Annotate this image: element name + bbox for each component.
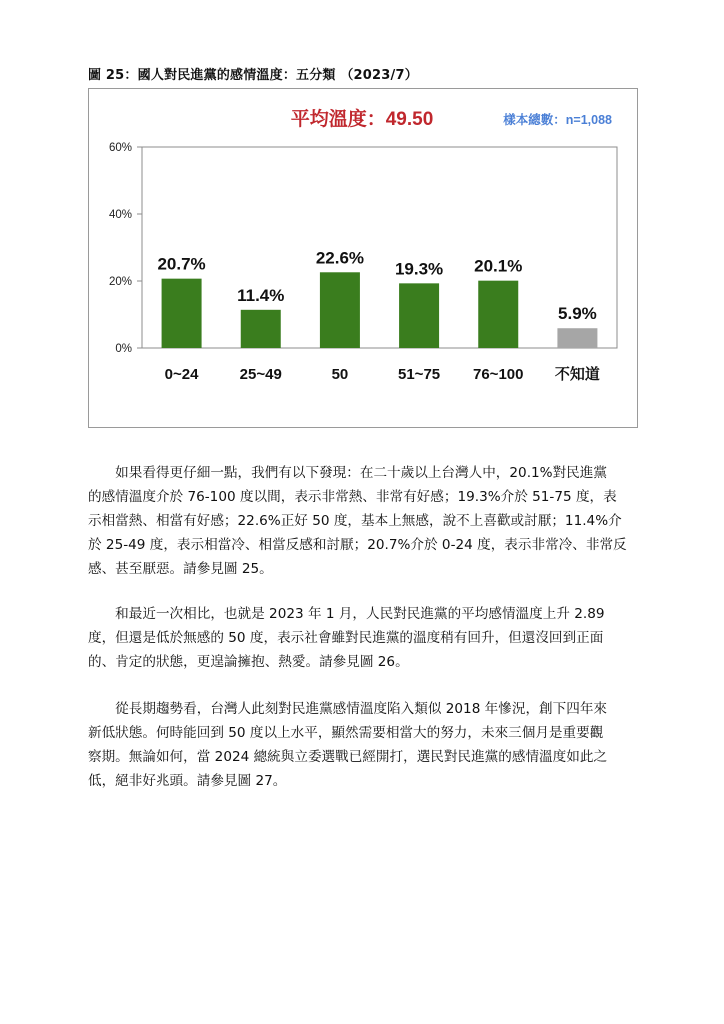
bar: [241, 310, 281, 348]
x-category-label: 50: [331, 366, 349, 383]
paragraph: [88, 461, 640, 581]
paragraph-line: 察期。無論如何，當 2024 總統與立委選戰已經開打，選民對民進黨的感情溫度如此之: [88, 749, 608, 765]
bar: [162, 279, 202, 348]
x-category-label: 不知道: [554, 366, 600, 383]
x-category-label: 76~100: [473, 366, 524, 383]
bar: [478, 281, 518, 348]
paragraph-line: 低，絕非好兆頭。請參見圖 27。: [88, 773, 287, 789]
bar-value-label: 11.4%: [237, 285, 285, 305]
paragraph-line: 新低狀態。何時能回到 50 度以上水平，顯然需要相當大的努力，未來三個月是重要觀: [88, 725, 604, 741]
bar: [320, 272, 360, 348]
paragraph-line: 從長期趨勢看，台灣人此刻對民進黨感情溫度陷入類似 2018 年慘況，創下四年來: [88, 701, 608, 717]
bar-value-label: 19.3%: [394, 259, 444, 279]
y-tick-label: 60%: [108, 142, 132, 154]
bar-chart: [0, 0, 724, 440]
plot-area: [109, 142, 617, 383]
chart-sample-size: 樣本總數：n=1,088: [503, 113, 612, 127]
paragraph-line: 如果看得更仔細一點，我們有以下發現：在二十歲以上台灣人中，20.1%對民進黨: [88, 465, 607, 481]
paragraph-line: 度，但還是低於無感的 50 度，表示社會雖對民進黨的溫度稍有回升，但還沒回到正面: [88, 630, 604, 646]
bar-value-label: 22.6%: [315, 248, 365, 268]
x-category-label: 0~24: [164, 366, 199, 383]
y-tick-label: 0%: [115, 343, 132, 355]
paragraph-line: 和最近一次相比，也就是 2023 年 1 月，人民對民進黨的平均感情溫度上升 2.89: [88, 606, 605, 622]
bar-value-label: 20.1%: [474, 256, 523, 276]
y-tick-label: 20%: [108, 276, 132, 288]
bar: [399, 283, 439, 348]
paragraph: [88, 697, 640, 793]
paragraph-line: 示相當熱、相當有好感；22.6%正好 50 度，基本上無感，說不上喜歡或討厭；11.4%介: [88, 513, 622, 529]
plot-border: [142, 147, 617, 348]
bar-value-label: 20.7%: [157, 254, 206, 274]
paragraph-line: 的感情溫度介於 76-100 度以間，表示非常熱、非常有好感；19.3%介於 51-75 度，表: [88, 489, 617, 505]
chart-average-title: 平均溫度：49.50: [290, 109, 434, 130]
paragraph-line: 感、甚至厭惡。請參見圖 25。: [88, 561, 273, 577]
paragraph-line: 於 25-49 度，表示相當冷、相當反感和討厭；20.7%介於 0-24 度，表示非常冷、非常反: [88, 537, 627, 553]
bar: [557, 328, 597, 348]
paragraph: [88, 602, 640, 674]
x-category-label: 25~49: [239, 366, 282, 383]
figure-title: 圖 25：國人對民進黨的感情溫度：五分類 （2023/7）: [88, 68, 418, 83]
y-tick-label: 40%: [108, 209, 132, 221]
bar-value-label: 5.9%: [558, 304, 597, 324]
x-category-label: 51~75: [398, 366, 441, 383]
paragraph-line: 的、肯定的狀態，更遑論擁抱、熱愛。請參見圖 26。: [88, 654, 409, 670]
